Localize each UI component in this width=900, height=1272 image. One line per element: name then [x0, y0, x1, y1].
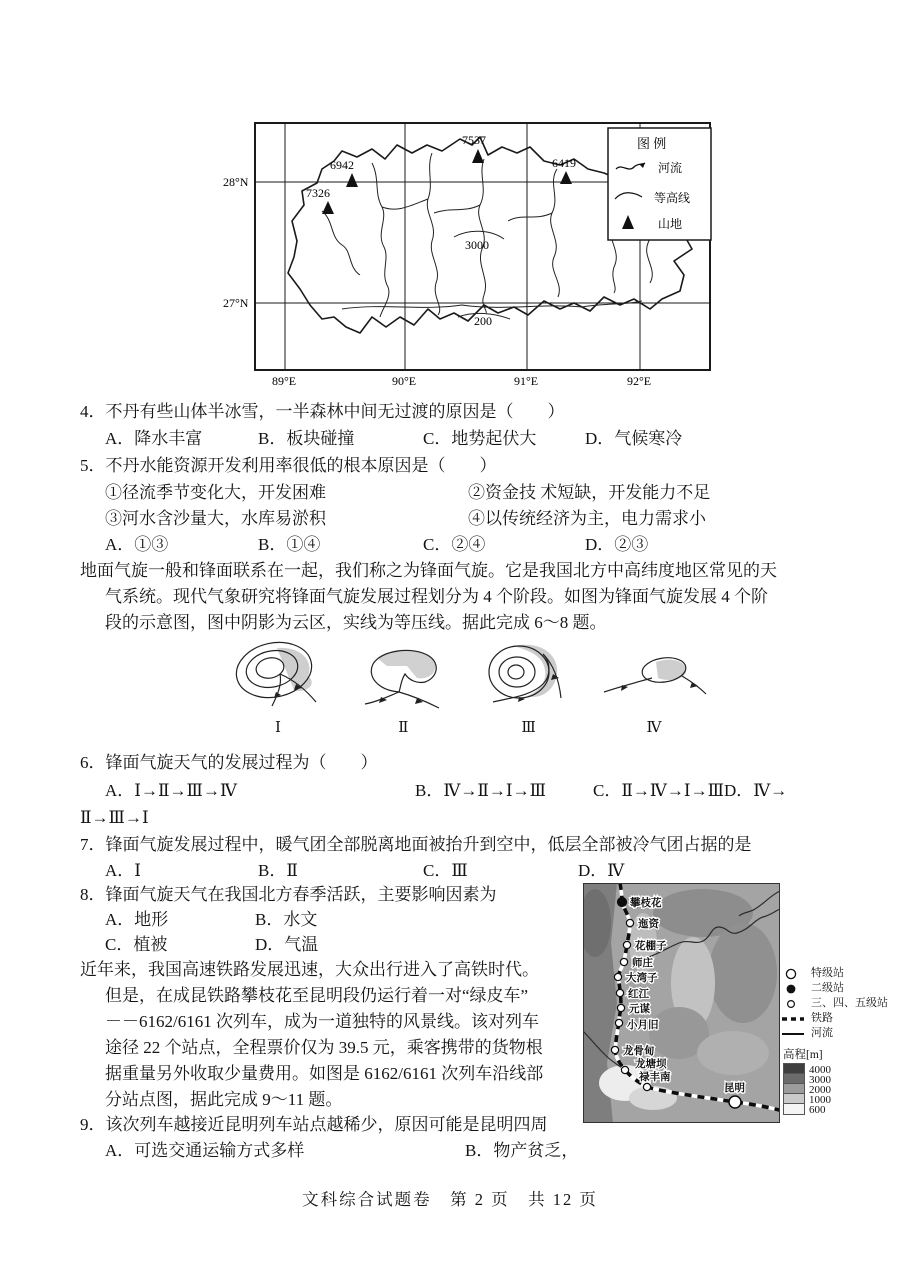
railway-label: 铁路 [811, 1012, 833, 1024]
railway-icon [782, 1013, 804, 1025]
q5-option-a: A．①③ [105, 535, 169, 554]
erji-station-icon [782, 983, 804, 995]
legend-row-railway [782, 1011, 888, 1026]
intro2-line5: 据重量另外收取少量费用。如图是 6162/6161 次列车沿线部 [105, 1064, 544, 1083]
cyclone-1-figure [222, 640, 334, 712]
intro2-line4: 途径 22 个站点，全程票价仅为 39.5 元，乘客携带的货物根 [105, 1038, 543, 1057]
intro1-line1: 地面气旋一般和锋面联系在一起，我们称之为锋面气旋。它是我国北方中高纬度地区常见的天 [80, 561, 777, 580]
page-footer: 文科综合试题卷 第 2 页 共 12 页 [302, 1190, 598, 1209]
river-line-icon [782, 1028, 804, 1040]
q5-sub-2: ②资金技 术短缺，开发能力不足 [468, 483, 711, 502]
legend-river-label: 河流 [658, 161, 683, 175]
q5-sub-3: ③河水含沙量大，水库易淤积 [105, 509, 326, 528]
peak-6419: 6419 [552, 156, 576, 170]
q5-sub-4: ④以传统经济为主，电力需求小 [468, 509, 706, 528]
railway-map-block [583, 883, 900, 1128]
elevation-band-600 [783, 1105, 831, 1115]
q6-option-b: B．Ⅳ→Ⅱ→Ⅰ→Ⅲ [415, 781, 546, 800]
legend-row-erji [782, 981, 888, 996]
cyclone-4-label: Ⅳ [646, 720, 662, 736]
river-label: 河流 [811, 1027, 833, 1039]
q7-option-b: B．Ⅱ [258, 861, 298, 880]
question-5-stem: 5．不丹水能资源开发利用率很低的根本原因是（ ） [80, 456, 497, 475]
cyclone-stage-3 [473, 640, 585, 737]
legend-row-teji [782, 966, 888, 981]
q9-option-a: A．可选交通运输方式多样 [105, 1141, 305, 1160]
q7-option-a: A．Ⅰ [105, 861, 141, 880]
lon-89e: 89°E [272, 374, 297, 388]
q6-option-d-cont: Ⅱ→Ⅲ→Ⅰ [80, 808, 149, 827]
legend-contour-label: 等高线 [654, 191, 691, 205]
question-7-stem: 7．锋面气旋发展过程中，暖气团全部脱离地面被抬升到空中，低层全部被冷气团占据的是 [80, 835, 752, 854]
svg-text:师庄: 师庄 [632, 958, 653, 969]
cyclone-stage-2 [347, 640, 459, 737]
elevation-tick: 600 [809, 1104, 826, 1116]
intro2-line6: 分站点图，据此完成 9～11 题。 [105, 1090, 343, 1109]
bhutan-map [222, 121, 722, 393]
q9-option-b: B．物产贫乏， [465, 1141, 579, 1160]
peak-6942: 6942 [330, 158, 354, 172]
intro2-line1: 近年来，我国高速铁路发展迅速，大众出行进入了高铁时代。 [80, 960, 539, 979]
q8-option-a: A．地形 [105, 910, 169, 929]
q6-option-cd: C．Ⅱ→Ⅳ→Ⅰ→ⅢD．Ⅳ→ [593, 781, 788, 800]
intro1-line3: 段的示意图，图中阴影为云区，实线为等压线。据此完成 6～8 题。 [105, 613, 607, 632]
railway-map [583, 883, 780, 1123]
q4-option-d: D．气候寒冷 [585, 429, 683, 448]
elevation-title: 高程[m] [783, 1049, 823, 1061]
question-6-stem: 6．锋面气旋天气的发展过程为（ ） [80, 753, 378, 772]
q5-sub-1: ①径流季节变化大，开发困难 [105, 483, 326, 502]
q5-option-b: B．①④ [258, 535, 321, 554]
railway-legend [782, 966, 888, 1041]
q7-option-c: C．Ⅲ [423, 861, 468, 880]
cyclone-diagrams [222, 640, 710, 737]
legend-title: 图 例 [637, 136, 667, 151]
q4-option-b: B．板块碰撞 [258, 429, 355, 448]
cyclone-2-label: Ⅱ [398, 720, 409, 736]
sanji-station-icon [782, 998, 804, 1010]
elevation-scale [783, 1046, 831, 1115]
svg-text:花棚子: 花棚子 [635, 941, 667, 952]
cyclone-2-figure [347, 640, 459, 712]
q4-option-c: C．地势起伏大 [423, 429, 537, 448]
q5-option-d: D．②③ [585, 535, 649, 554]
svg-text:大湾子: 大湾子 [626, 973, 658, 984]
elevation-tick: 4000 [809, 1064, 831, 1076]
q4-option-a: A．降水丰富 [105, 429, 203, 448]
svg-text:迤资: 迤资 [638, 919, 659, 930]
q7-option-d: D．Ⅳ [578, 861, 625, 880]
lon-90e: 90°E [392, 374, 417, 388]
sanji-label: 三、四、五级站 [811, 997, 888, 1009]
peak-7326: 7326 [306, 186, 330, 200]
cyclone-stage-1 [222, 640, 334, 737]
svg-text:红江: 红江 [628, 989, 649, 1000]
station-dot-kunming [729, 1096, 741, 1108]
intro2-line2: 但是，在成昆铁路攀枝花至昆明段仍运行着一对“绿皮车” [105, 986, 529, 1005]
elevation-tick: 1000 [809, 1094, 831, 1106]
cyclone-stage-4 [598, 640, 710, 737]
svg-text:昆明: 昆明 [724, 1083, 745, 1094]
svg-text:元谋: 元谋 [629, 1004, 650, 1015]
q8-option-b: B．水文 [255, 910, 318, 929]
q8-option-c: C．植被 [105, 935, 168, 954]
elevation-tick: 2000 [809, 1084, 831, 1096]
question-8-stem: 8．锋面气旋天气在我国北方春季活跃，主要影响因素为 [80, 885, 497, 904]
cyclone-3-label: Ⅲ [521, 720, 536, 736]
intro1-line2: 气系统。现代气象研究将锋面气旋发展过程划分为 4 个阶段。如图为锋面气旋发展 4 个阶 [105, 587, 768, 606]
legend-row-sanji [782, 996, 888, 1011]
contour-label-200: 200 [474, 314, 492, 328]
map-legend [608, 128, 711, 240]
cyclone-1-label: Ⅰ [275, 720, 281, 736]
svg-text:小月旧: 小月旧 [627, 1020, 659, 1031]
cyclone-4-figure [598, 640, 710, 712]
intro2-line3: －－6162/6161 次列车，成为一道独特的风景线。该对列车 [105, 1012, 539, 1031]
contour-label-3000: 3000 [465, 238, 489, 252]
legend-row-river [782, 1026, 888, 1041]
station-dot-panzhihua [618, 898, 627, 907]
legend-mountain-label: 山地 [658, 217, 683, 231]
erji-label: 二级站 [811, 982, 844, 994]
lon-91e: 91°E [514, 374, 539, 388]
svg-text:龙骨甸: 龙骨甸 [623, 1046, 655, 1057]
teji-label: 特级站 [811, 967, 844, 979]
question-9-stem: 9．该次列车越接近昆明列车站点越稀少，原因可能是昆明四周 [80, 1115, 548, 1134]
svg-text:龙塘坝: 龙塘坝 [635, 1059, 667, 1070]
q5-option-c: C．②④ [423, 535, 486, 554]
lat-28n: 28°N [223, 175, 249, 189]
peak-7537: 7537 [462, 133, 486, 147]
cyclone-3-figure [473, 640, 585, 712]
lon-92e: 92°E [627, 374, 652, 388]
teji-station-icon [782, 968, 804, 980]
q6-option-a: A．Ⅰ→Ⅱ→Ⅲ→Ⅳ [105, 781, 237, 800]
lat-27n: 27°N [223, 296, 249, 310]
svg-text:禄丰南: 禄丰南 [639, 1072, 671, 1083]
svg-text:攀枝花: 攀枝花 [630, 898, 662, 909]
q8-option-d: D．气温 [255, 935, 319, 954]
elevation-tick: 3000 [809, 1074, 831, 1086]
question-4-stem: 4．不丹有些山体半冰雪，一半森林中间无过渡的原因是（ ） [80, 402, 565, 421]
